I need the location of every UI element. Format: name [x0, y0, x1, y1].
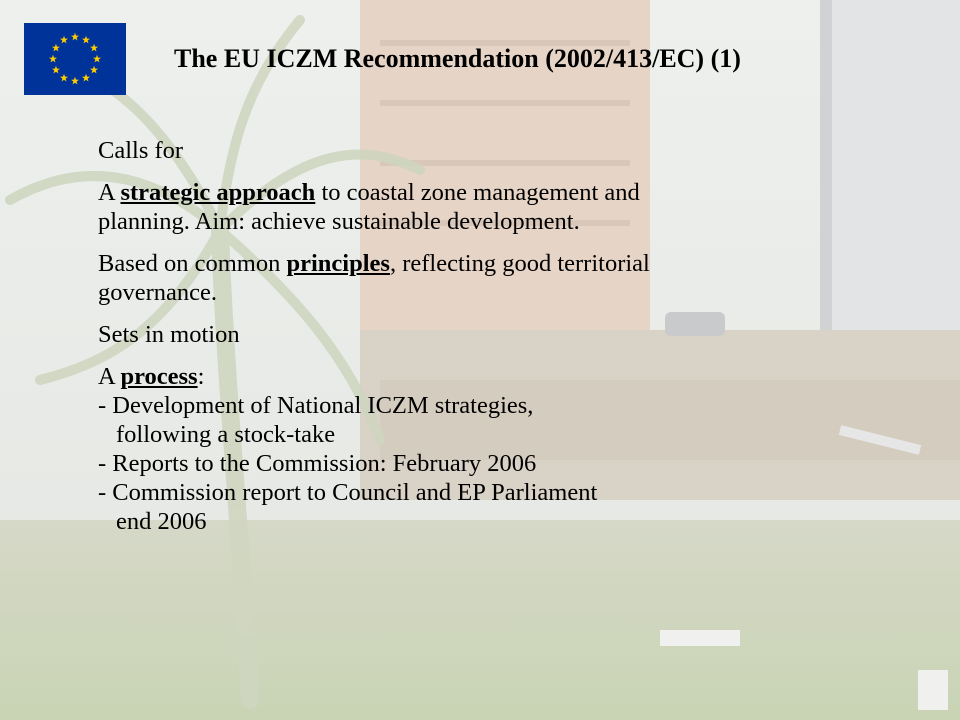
process-pre: A	[98, 363, 121, 390]
process-keyword: process	[120, 363, 198, 390]
strategic-keyword: strategic approach	[120, 179, 316, 206]
principles-line-2: governance.	[98, 279, 218, 306]
principles-line-1	[98, 249, 838, 278]
slide-title: The EU ICZM Recommendation (2002/413/EC) (1)	[174, 44, 741, 73]
strategic-line-2: planning. Aim: achieve sustainable development.	[98, 208, 580, 235]
principles-post: , reflecting good territorial	[389, 250, 650, 277]
principles-keyword: principles	[286, 250, 390, 277]
process-paragraph	[98, 362, 838, 536]
process-post: :	[197, 363, 205, 390]
eu-flag-logo	[24, 23, 126, 95]
process-item: - Development of National ICZM strategies,	[98, 392, 534, 419]
strategic-pre: A	[98, 179, 121, 206]
strategic-line-1	[98, 178, 838, 207]
process-item: following a stock-take	[116, 421, 336, 448]
strategic-post: to coastal zone management and	[315, 179, 640, 206]
slide-body	[98, 136, 838, 549]
process-item: - Reports to the Commission: February 2006	[98, 450, 537, 477]
principles-pre: Based on common	[98, 250, 287, 277]
process-line-1	[98, 362, 838, 391]
principles-paragraph	[98, 249, 838, 307]
strategic-approach-paragraph	[98, 178, 838, 236]
process-item: - Commission report to Council and EP Parliament	[98, 479, 598, 506]
calls-for-heading: Calls for	[98, 137, 184, 164]
sets-in-motion-heading: Sets in motion	[98, 321, 240, 348]
process-item: end 2006	[116, 508, 207, 535]
